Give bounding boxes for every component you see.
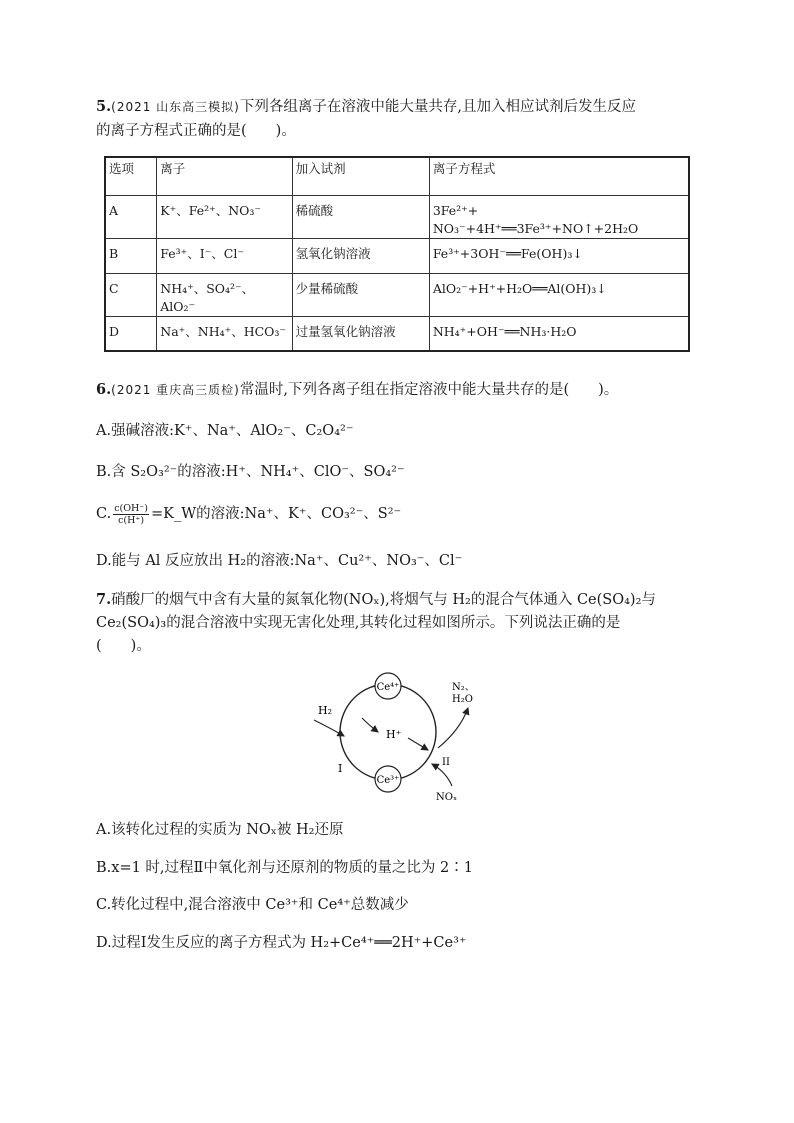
h2o-label: H₂O [452, 694, 473, 705]
table-header-reagent: 加入试剂 [292, 157, 429, 195]
table-header-equation: 离子方程式 [429, 157, 689, 195]
table-header-row [105, 157, 689, 195]
table-cell: C [105, 273, 157, 316]
q6-stem [96, 380, 618, 400]
table-cell: A [105, 195, 157, 238]
table-cell: Fe³⁺、I⁻、Cl⁻ [157, 238, 292, 273]
q6-source: (2021 重庆高三质检) [111, 383, 240, 397]
q7-stem-line2: Ce₂(SO₄)₃的混合溶液中实现无害化处理,其转化过程如图所示。下列说法正确的是 [96, 615, 621, 631]
table-cell: 少量稀硫酸 [292, 273, 429, 316]
fraction-denominator: c(H⁺) [118, 514, 145, 526]
table-cell: AlO₂⁻+H⁺+H₂O══Al(OH)₃↓ [429, 273, 689, 316]
table-cell: B [105, 238, 157, 273]
q5-number: 5. [96, 98, 112, 115]
n2-label: N₂、 [452, 682, 475, 693]
process-i-label: I [338, 762, 343, 775]
q7-option-c[interactable]: C.转化过程中,混合溶液中 Ce³⁺和 Ce⁴⁺总数减少 [96, 897, 409, 913]
ce3-label: Ce³⁺ [376, 775, 400, 786]
table-cell: Fe³⁺+3OH⁻══Fe(OH)₃↓ [429, 238, 689, 273]
product-arrow [438, 708, 468, 748]
table-cell: 过量氢氧化钠溶液 [292, 316, 429, 351]
q6-number: 6. [96, 381, 112, 398]
table-row [105, 316, 689, 351]
q6-option-c-fraction [113, 503, 149, 526]
q7-stem-line1 [96, 590, 656, 610]
table-cell: K⁺、Fe²⁺、NO₃⁻ [157, 195, 292, 238]
table-cell: Na⁺、NH₄⁺、HCO₃⁻ [157, 316, 292, 351]
q5-stem-text: 下列各组离子在溶液中能大量共存,且加入相应试剂后发生反应 [239, 99, 636, 115]
table-cell: 稀硫酸 [292, 195, 429, 238]
nox-label: NOₓ [436, 792, 458, 803]
inner-arrow [362, 718, 378, 732]
table-cell: 氢氧化钠溶液 [292, 238, 429, 273]
process-ii-label: II [442, 757, 450, 768]
q7-option-b[interactable]: B.x=1 时,过程Ⅱ中氧化剂与还原剂的物质的量之比为 2∶1 [96, 860, 473, 876]
q5-stem-line1 [96, 97, 636, 117]
ce4-label: Ce⁴⁺ [376, 682, 400, 693]
table-cell: NH₄⁺、SO₄²⁻、AlO₂⁻ [157, 273, 292, 316]
q7-stem-text: 硝酸厂的烟气中含有大量的氮氧化物(NOₓ),将烟气与 H₂的混合气体通入 Ce(SO₄)₂与 [111, 592, 656, 608]
q6-option-c[interactable] [96, 502, 401, 526]
q7-stem-line3: ( )。 [96, 638, 151, 654]
fraction-numerator: c(OH⁻) [114, 502, 149, 514]
q7-option-a[interactable]: A.该转化过程的实质为 NOₓ被 H₂还原 [96, 822, 344, 838]
q6-option-a[interactable]: A.强碱溶液:K⁺、Na⁺、AlO₂⁻、C₂O₄²⁻ [96, 423, 354, 439]
table-row [105, 238, 689, 273]
q6-option-c-prefix: C. [96, 506, 112, 522]
table-cell: NH₄⁺+OH⁻══NH₃·H₂O [429, 316, 689, 351]
h-plus-arrow [408, 738, 428, 750]
q5-options-table [104, 156, 690, 352]
table-header-option: 选项 [105, 157, 157, 195]
h2-label: H₂ [318, 704, 333, 717]
table-cell: D [105, 316, 157, 351]
q6-option-b[interactable]: B.含 S₂O₃²⁻的溶液:H⁺、NH₄⁺、ClO⁻、SO₄²⁻ [96, 464, 405, 480]
q6-stem-text: 常温时,下列各离子组在指定溶液中能大量共存的是( )。 [239, 382, 619, 398]
table-row [105, 195, 689, 238]
q6-option-d[interactable]: D.能与 Al 反应放出 H₂的溶液:Na⁺、Cu²⁺、NO₃⁻、Cl⁻ [96, 553, 463, 569]
q6-option-c-rest: =K_W的溶液:Na⁺、K⁺、CO₃²⁻、S²⁻ [151, 506, 402, 522]
q5-stem-line2: 的离子方程式正确的是( )。 [96, 123, 296, 139]
h-plus-label: H⁺ [386, 728, 402, 741]
table-header-ions: 离子 [157, 157, 292, 195]
q5-source: (2021 山东高三模拟) [111, 100, 240, 114]
table-row [105, 273, 689, 316]
ce-cycle-diagram [300, 668, 520, 808]
table-cell: 3Fe²⁺+ NO₃⁻+4H⁺══3Fe³⁺+NO↑+2H₂O [429, 195, 689, 238]
q7-number: 7. [96, 591, 112, 608]
q7-option-d[interactable]: D.过程Ⅰ发生反应的离子方程式为 H₂+Ce⁴⁺══2H⁺+Ce³⁺ [96, 935, 467, 951]
